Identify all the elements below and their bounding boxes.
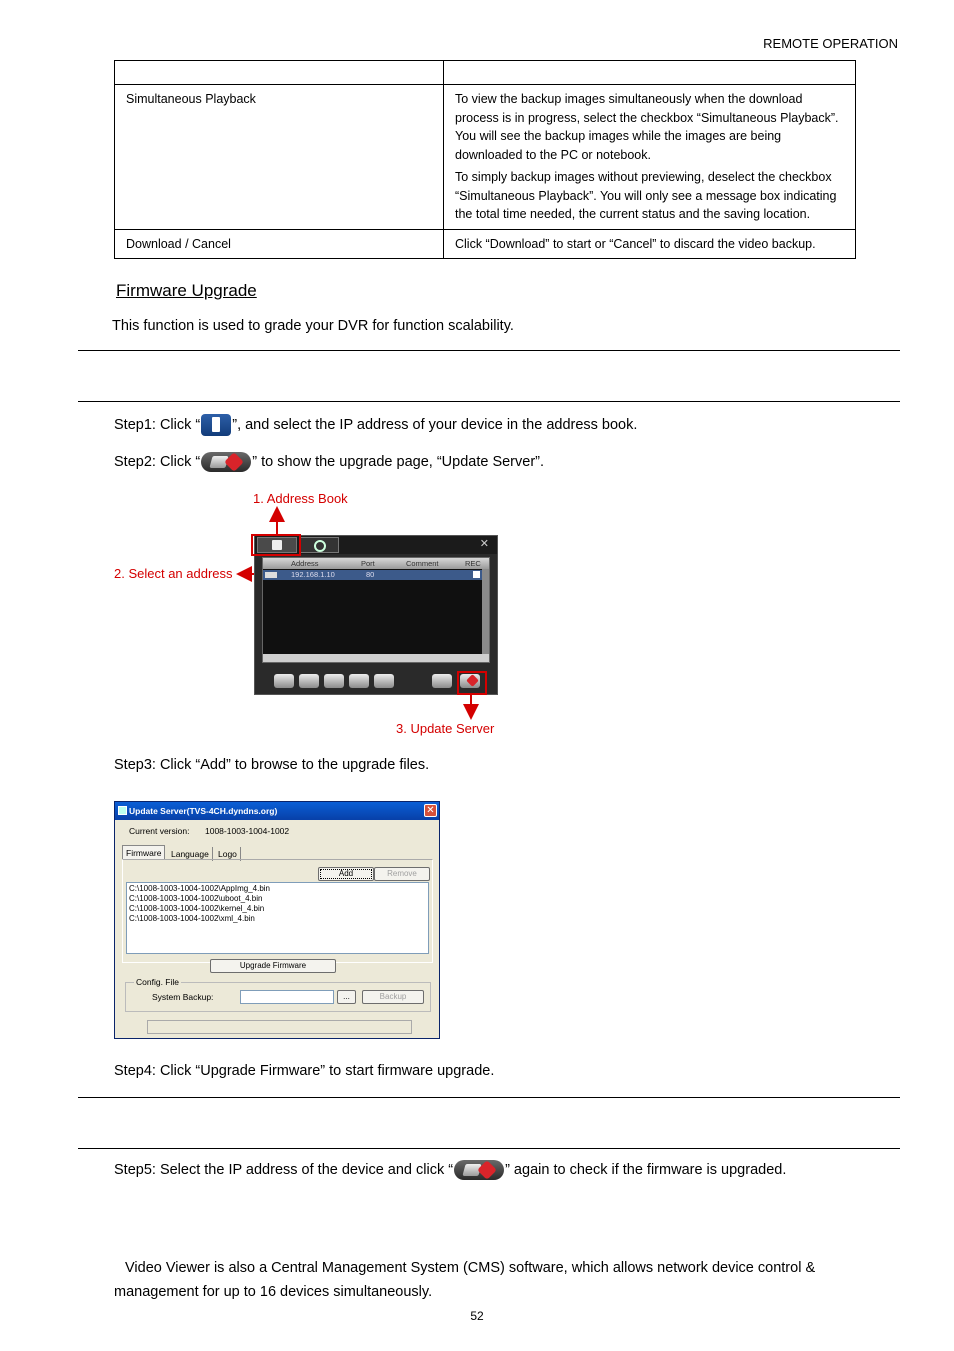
remove-button[interactable]: Remove — [374, 867, 430, 881]
column-header: Port — [361, 559, 375, 568]
dialog-title-bar — [115, 802, 439, 820]
add-device-button[interactable] — [274, 674, 294, 688]
step-2: Step2: Click “ ” to show the upgrade page, “Update Server”. — [114, 454, 545, 470]
list-item[interactable]: C:\1008-1003-1004-1002\kernel_4.bin — [129, 904, 265, 913]
description-paragraph: Click “Download” to start or “Cancel” to discard the video backup. — [455, 236, 816, 251]
dialog-title: Update Server(TVS-4CH.dyndns.org) — [129, 806, 278, 816]
firmware-file-list[interactable] — [126, 882, 429, 954]
edit-device-button[interactable] — [299, 674, 319, 688]
column-header: Comment — [406, 559, 439, 568]
address-book-window — [254, 535, 498, 695]
add-button[interactable]: Add — [318, 867, 374, 881]
annotation-select-address: 2. Select an address — [114, 566, 233, 581]
address-list-header — [263, 558, 489, 569]
tab-language[interactable]: Language — [168, 847, 213, 861]
section-intro: This function is used to grade your DVR for function scalability. — [112, 318, 514, 334]
list-item[interactable]: C:\1008-1003-1004-1002\uboot_4.bin — [129, 894, 263, 903]
config-file-label: Config. File — [136, 977, 179, 987]
section-title: Firmware Upgrade — [116, 281, 257, 300]
annotation-address-book: 1. Address Book — [253, 491, 348, 506]
current-version-value: 1008-1003-1004-1002 — [205, 826, 290, 836]
running-header: REMOTE OPERATION — [763, 36, 898, 51]
connect-button[interactable] — [324, 674, 344, 688]
highlight-update-server — [457, 671, 487, 695]
address-book-toolbar — [262, 672, 490, 692]
status-bar — [147, 1020, 412, 1034]
divider — [78, 1097, 900, 1098]
close-icon[interactable]: ✕ — [479, 538, 489, 550]
tab-firmware[interactable]: Firmware — [122, 845, 165, 860]
device-icon — [265, 572, 277, 578]
update-server-icon — [454, 1160, 504, 1180]
annotation-update-server: 3. Update Server — [396, 721, 495, 736]
list-item[interactable] — [263, 570, 489, 580]
step-5: Step5: Select the IP address of the device and click “ ” again to check if the firmware is upgraded. — [114, 1162, 787, 1178]
list-item[interactable]: C:\1008-1003-1004-1002\xml_4.bin — [129, 914, 255, 923]
search-icon — [314, 540, 326, 552]
app-icon — [118, 806, 127, 815]
cms-paragraph: Video Viewer is also a Central Management System (CMS) software, which allows network device control & management for up to 16 devices simultaneously. — [114, 1260, 816, 1300]
tab-search[interactable] — [299, 537, 339, 553]
multi-view-button[interactable] — [349, 674, 369, 688]
config-file-group — [125, 977, 431, 1012]
table-cell-label: Download / Cancel — [115, 229, 444, 259]
list-item[interactable]: C:\1008-1003-1004-1002\AppImg_4.bin — [129, 884, 270, 893]
description-paragraph: To view the backup images simultaneously when the download process is in progress, select the checkbox “Simultaneous Playback”. You will see the backup images while the images are being downloaded to the PC or notebook. — [455, 92, 839, 162]
vertical-scrollbar[interactable] — [482, 569, 489, 656]
delete-device-button[interactable] — [374, 674, 394, 688]
divider — [78, 1148, 900, 1149]
tab-logo[interactable]: Logo — [215, 847, 241, 861]
current-version-label: Current version: — [129, 826, 190, 836]
record-button[interactable] — [432, 674, 452, 688]
close-icon[interactable]: ✕ — [424, 804, 437, 817]
address-list — [262, 557, 490, 663]
browse-button[interactable]: ... — [337, 990, 356, 1004]
step-3: Step3: Click “Add” to browse to the upgrade files. — [114, 757, 430, 773]
row-address: 192.168.1.10 — [291, 570, 335, 579]
column-header: REC — [465, 559, 481, 568]
column-header: Address — [291, 559, 319, 568]
horizontal-scrollbar[interactable] — [263, 654, 489, 662]
rec-checkbox[interactable] — [473, 571, 480, 578]
backup-button[interactable]: Backup — [362, 990, 424, 1004]
highlight-address-book-tab — [251, 534, 301, 556]
system-backup-path-input[interactable] — [240, 990, 334, 1004]
description-paragraph: To simply backup images without previewing, deselect the checkbox “Simultaneous Playback”. You will only see a message box indicating the total time needed, the current status and the saving location. — [455, 170, 837, 221]
page-number: 52 — [470, 1309, 484, 1323]
system-backup-label: System Backup: — [152, 992, 214, 1002]
step-4: Step4: Click “Upgrade Firmware” to start firmware upgrade. — [114, 1063, 495, 1079]
upgrade-firmware-button[interactable]: Upgrade Firmware — [210, 959, 336, 973]
step-1: Step1: Click “ ”, and select the IP address of your device in the address book. — [114, 414, 637, 436]
update-server-dialog — [114, 801, 440, 1039]
row-port: 80 — [366, 570, 375, 579]
table-cell-label: Simultaneous Playback — [115, 85, 444, 230]
